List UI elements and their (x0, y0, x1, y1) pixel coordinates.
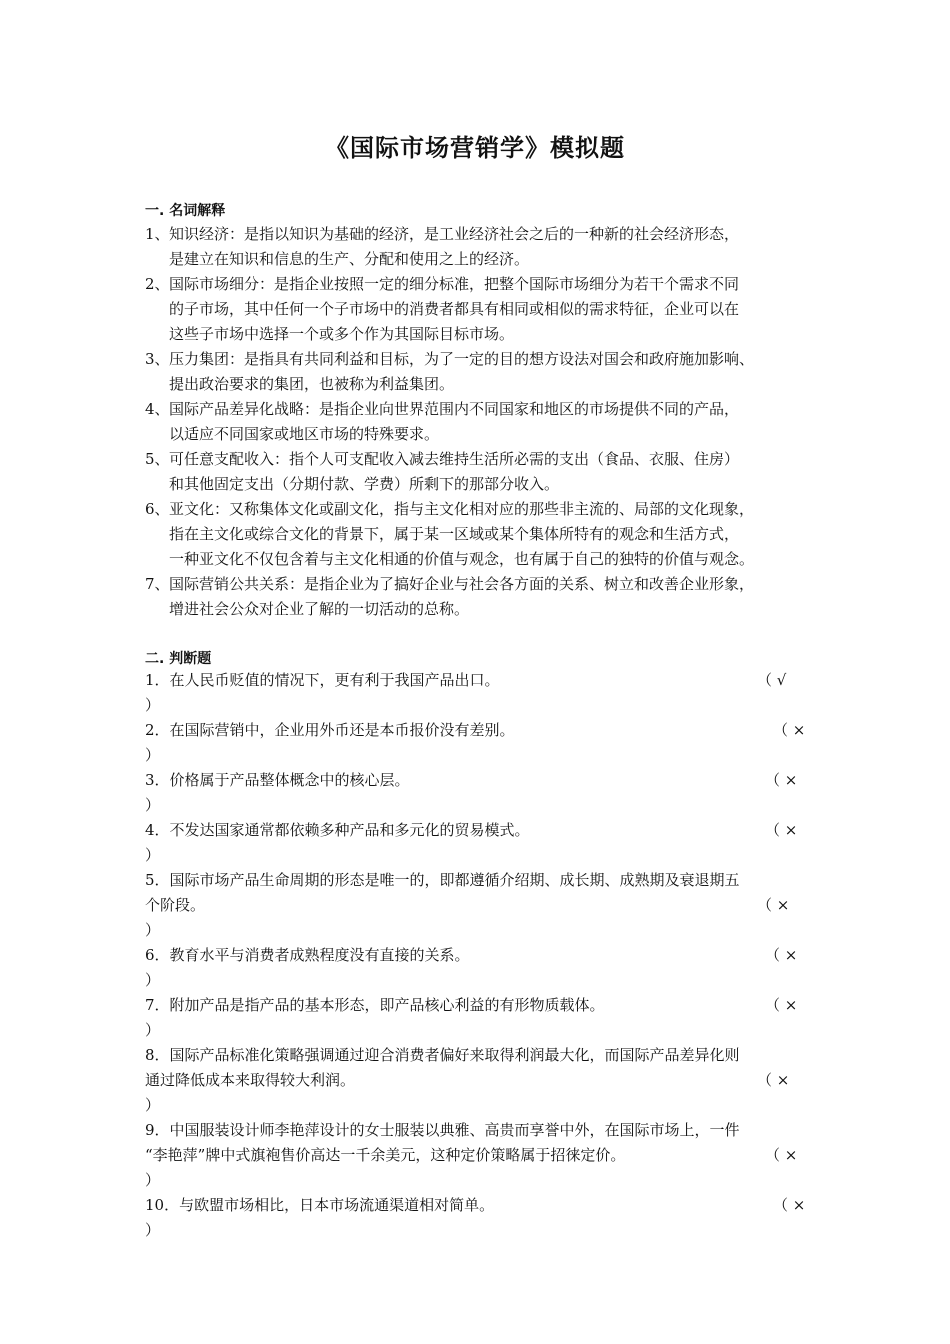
answer-mark: （ √ (757, 671, 787, 689)
question-text-line: 5．国际市场产品生命周期的形态是唯一的，即都遵循介绍期、成长期、成熟期及衰退期五 (145, 871, 740, 889)
answer-mark: （ × (765, 996, 798, 1014)
definition-text-line: 是建立在知识和信息的生产、分配和使用之上的经济。 (169, 250, 530, 268)
question-text-line: 个阶段。 (145, 896, 206, 914)
answer-mark: （ × (765, 821, 798, 839)
definition-text-line: 国际营销公共关系：是指企业为了搞好企业与社会各方面的关系、树立和改善企业形象， (169, 575, 755, 593)
definition-text-line: 压力集团：是指具有共同利益和目标，为了一定的目的想方设法对国会和政府施加影响、 (169, 350, 755, 368)
answer-close-paren: ） (145, 921, 161, 939)
definition-number: 3、 (145, 350, 170, 368)
question-item (145, 993, 825, 1043)
question-text-line: 1．在人民币贬值的情况下，更有利于我国产品出口。 (145, 671, 500, 689)
definition-text-line: 增进社会公众对企业了解的一切活动的总称。 (169, 600, 470, 618)
definition-item (145, 222, 835, 272)
definition-text-line: 亚文化：又称集体文化或副文化，指与主文化相对应的那些非主流的、局部的文化现象， (169, 500, 755, 518)
definition-number: 7、 (145, 575, 170, 593)
answer-close-paren: ） (145, 796, 161, 814)
definition-number: 6、 (145, 500, 170, 518)
answer-close-paren: ） (145, 696, 161, 714)
page-title: 《国际市场营销学》模拟题 (325, 134, 625, 162)
question-text-line: 2．在国际营销中，企业用外币还是本币报价没有差别。 (145, 721, 515, 739)
answer-mark: （ × (773, 1196, 806, 1214)
question-item (145, 718, 825, 768)
answer-mark: （ × (765, 771, 798, 789)
answer-close-paren: ） (145, 971, 161, 989)
question-text-line: 7．附加产品是指产品的基本形态，即产品核心利益的有形物质载体。 (145, 996, 605, 1014)
definition-item (145, 497, 835, 572)
definition-item (145, 397, 835, 447)
definition-text-line: 的子市场，其中任何一个子市场中的消费者都具有相同或相似的需求特征，企业可以在 (169, 300, 740, 318)
definition-text-line: 指在主文化或综合文化的背景下，属于某一区域或某个集体所特有的观念和生活方式， (169, 525, 740, 543)
definition-text-line: 国际产品差异化战略：是指企业向世界范围内不同国家和地区的市场提供不同的产品， (169, 400, 740, 418)
answer-mark: （ × (773, 721, 806, 739)
question-item (145, 668, 825, 718)
definition-text-line: 国际市场细分：是指企业按照一定的细分标准，把整个国际市场细分为若干个需求不同 (169, 275, 740, 293)
answer-close-paren: ） (145, 1096, 161, 1114)
definition-number: 1、 (145, 225, 170, 243)
definition-number: 2、 (145, 275, 170, 293)
definition-text-line: 知识经济：是指以知识为基础的经济，是工业经济社会之后的一种新的社会经济形态， (169, 225, 740, 243)
question-item (145, 868, 825, 943)
question-text-line: 通过降低成本来取得较大利润。 (145, 1071, 356, 1089)
definition-number: 4、 (145, 400, 170, 418)
section-heading-true-false: 二. 判断题 (145, 651, 212, 667)
question-text-line: 10．与欧盟市场相比，日本市场流通渠道相对简单。 (145, 1196, 495, 1214)
answer-close-paren: ） (145, 846, 161, 864)
question-text-line: 6．教育水平与消费者成熟程度没有直接的关系。 (145, 946, 470, 964)
answer-close-paren: ） (145, 1171, 161, 1189)
answer-mark: （ × (765, 1146, 798, 1164)
answer-mark: （ × (765, 946, 798, 964)
question-text-line: 4．不发达国家通常都依赖多种产品和多元化的贸易模式。 (145, 821, 530, 839)
answer-mark: （ × (757, 896, 790, 914)
question-item (145, 1193, 825, 1243)
answer-close-paren: ） (145, 746, 161, 764)
definition-item (145, 272, 835, 347)
definition-number: 5、 (145, 450, 170, 468)
question-text-line: “李艳萍”牌中式旗袍售价高达一千余美元，这种定价策略属于招徕定价。 (145, 1146, 626, 1164)
question-text-line: 9．中国服装设计师李艳萍设计的女士服装以典雅、高贵而享誉中外，在国际市场上，一件 (145, 1121, 740, 1139)
answer-mark: （ × (757, 1071, 790, 1089)
question-item (145, 1043, 825, 1118)
definition-item (145, 447, 835, 497)
definition-text-line: 以适应不同国家或地区市场的特殊要求。 (169, 425, 440, 443)
definition-text-line: 提出政治要求的集团，也被称为利益集团。 (169, 375, 455, 393)
question-item (145, 768, 825, 818)
definition-text-line: 这些子市场中选择一个或多个作为其国际目标市场。 (169, 325, 515, 343)
question-text-line: 8．国际产品标准化策略强调通过迎合消费者偏好来取得利润最大化，而国际产品差异化则 (145, 1046, 740, 1064)
section-heading-definitions: 一. 名词解释 (145, 203, 226, 219)
definition-text-line: 和其他固定支出（分期付款、学费）所剩下的那部分收入。 (169, 475, 560, 493)
question-item (145, 943, 825, 993)
definition-text-line: 可任意支配收入：指个人可支配收入减去维持生活所必需的支出（食品、衣服、住房） (169, 450, 740, 468)
question-item (145, 1118, 825, 1193)
definition-item (145, 572, 835, 622)
question-text-line: 3．价格属于产品整体概念中的核心层。 (145, 771, 410, 789)
question-item (145, 818, 825, 868)
definition-item (145, 347, 835, 397)
answer-close-paren: ） (145, 1221, 161, 1239)
answer-close-paren: ） (145, 1021, 161, 1039)
definition-text-line: 一种亚文化不仅包含着与主文化相通的价值与观念，也有属于自己的独特的价值与观念。 (169, 550, 755, 568)
